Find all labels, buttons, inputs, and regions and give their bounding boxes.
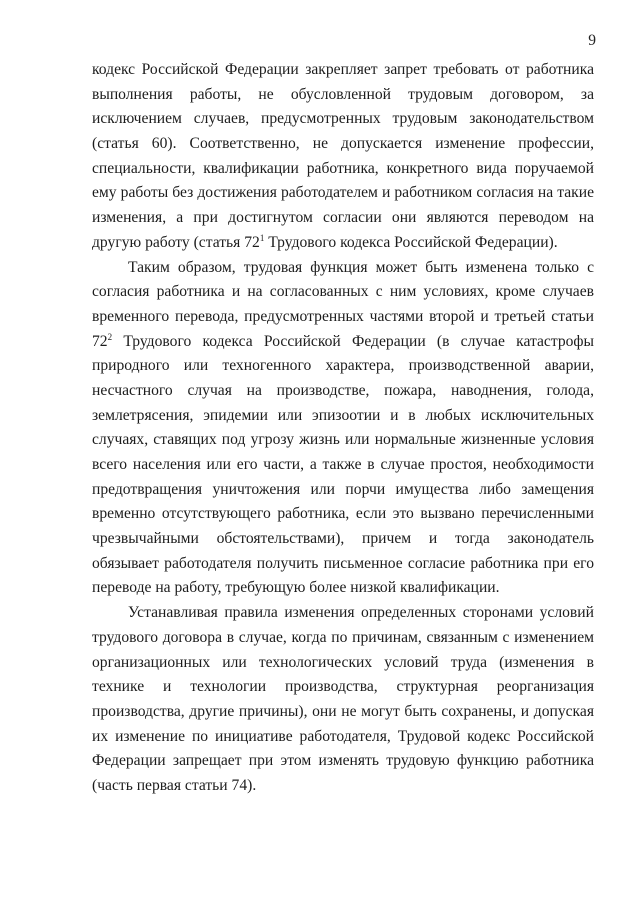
text-line: случаях, ставящих под угрозу жизнь или нормальные жизненные условия: [92, 431, 594, 449]
paragraph-1: [92, 58, 594, 256]
superscript: 1: [259, 232, 265, 243]
text-line: производства, другие причины), они не могут быть сохранены, и допуская: [92, 702, 594, 720]
text-line: (статья 60). Соответственно, не допускается изменение профессии,: [92, 135, 594, 153]
text-line: их изменение по инициативе работодателя, Трудовой кодекс Российской: [92, 727, 594, 745]
text-line: временно отсутствующего работника, если это вызвано перечисленными: [92, 505, 594, 523]
text-line: изменения, а при достигнутом согласии они являются переводом на: [92, 209, 594, 227]
text-line: Таким образом, трудовая функция может быть изменена только с: [128, 258, 594, 276]
text-line: природного или техногенного характера, производственной аварии,: [92, 357, 594, 375]
text-line: трудового договора в случае, когда по причинам, связанным с изменением: [92, 628, 594, 646]
text-segment: 72: [92, 332, 108, 350]
text-line: несчастного случая на производстве, пожара, наводнения, голода,: [92, 381, 594, 399]
text-line: переводе на работу, требующую более низкой квалификации.: [92, 579, 500, 597]
text-line: исключением случаев, предусмотренных трудовым законодательством: [92, 110, 594, 128]
text-line: всего населения или его части, а также в случае простоя, необходимости: [92, 456, 594, 473]
text-line: кодекс Российской Федерации закрепляет запрет требовать от работника: [92, 61, 594, 78]
text-line: [92, 330, 594, 355]
text-line: специальности, квалификации работника, конкретного вида поручаемой: [92, 159, 594, 177]
paragraph-2: [92, 256, 594, 602]
text-segment: другую работу (статья 72: [92, 233, 260, 251]
text-line: землетрясения, эпидемии или эпизоотии и в любых исключительных: [92, 406, 594, 424]
text-line: выполнения работы, не обусловленной трудовым договором, за: [92, 85, 594, 103]
text-line: Федерации запрещает при этом изменять трудовую функцию работника: [92, 752, 594, 770]
text-line: согласия работника и на согласованных с ним условиях, кроме случаев: [92, 283, 594, 301]
text-line: (часть первая статьи 74).: [92, 776, 257, 794]
text-line: чрезвычайными обстоятельствами), причем и тогда законодатель: [92, 530, 594, 548]
text-line: ему работы без достижения работодателем и работником согласия на такие: [92, 184, 594, 202]
superscript: 2: [107, 331, 113, 342]
paragraph-3: [92, 601, 594, 799]
text-line: предотвращения уничтожения или порчи имущества либо замещения: [92, 480, 594, 498]
text-line: обязывает работодателя получить письменное согласие работника при его: [92, 554, 594, 572]
text-line: организационных или технологических условий труда (изменения в: [92, 653, 594, 671]
text-segment: Трудового кодекса Российской Федерации).: [264, 233, 558, 251]
text-line: технике и технологии производства, структурная реорганизация: [92, 678, 594, 696]
text-segment: Трудового кодекса Российской Федерации (в случае катастрофы: [112, 332, 594, 350]
text-line: Устанавливая правила изменения определенных сторонами условий: [128, 604, 594, 622]
page-number: 9: [588, 32, 596, 49]
body-text: [92, 58, 594, 799]
text-line: временного перевода, предусмотренных частями второй и третьей статьи: [92, 307, 594, 325]
text-line: [92, 231, 594, 256]
